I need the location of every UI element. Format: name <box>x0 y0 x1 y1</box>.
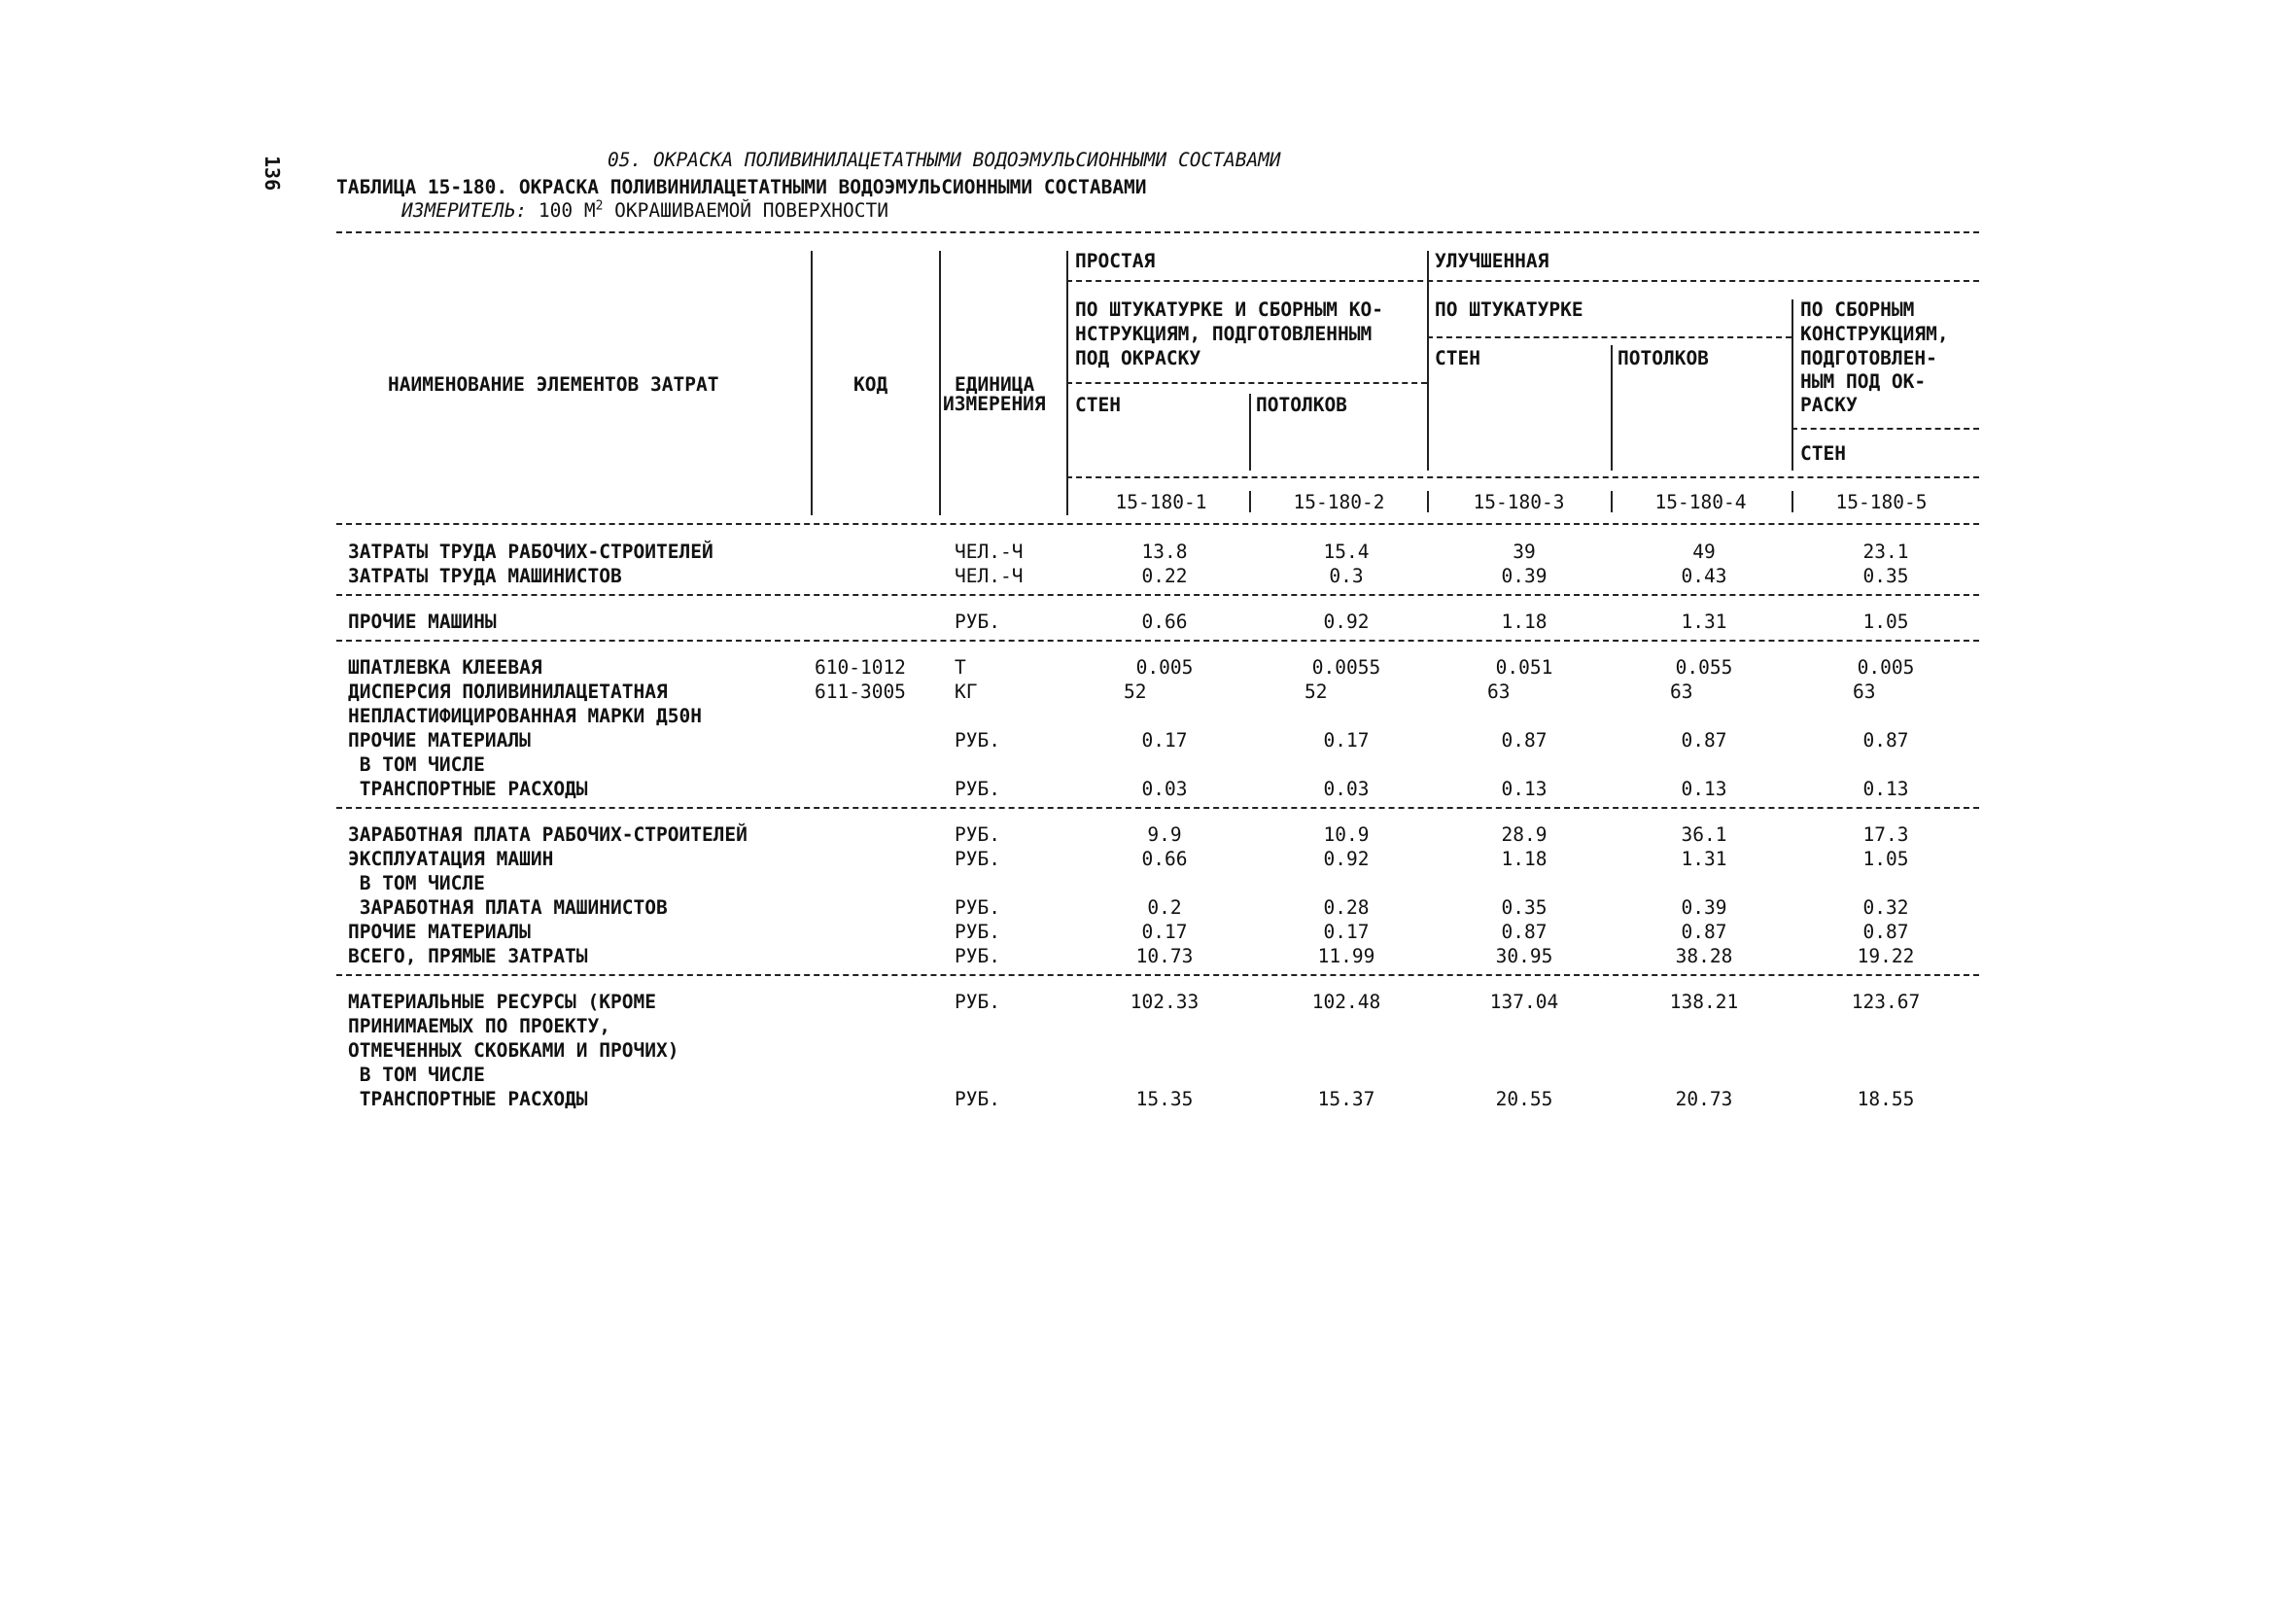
header-prefab-3: ПОДГОТОВЛЕН- <box>1800 347 1937 369</box>
row-value: 0.22 <box>1141 565 1188 587</box>
table-title: ТАБЛИЦА 15-180. ОКРАСКА ПОЛИВИНИЛАЦЕТАТНЫМИ ВОДОЭМУЛЬСИОННЫМИ СОСТАВАМИ <box>336 176 1147 198</box>
row-value: 0.87 <box>1681 921 1727 943</box>
row-value: 0.87 <box>1501 729 1548 752</box>
row-unit: КГ <box>955 681 978 703</box>
header-prefab-2: КОНСТРУКЦИЯМ, <box>1800 323 1949 345</box>
header-simple-sub-2: НСТРУКЦИЯМ, ПОДГОТОВЛЕННЫМ <box>1075 323 1373 345</box>
measure-sup: 2 <box>595 198 604 214</box>
row-value: 0.17 <box>1141 729 1188 752</box>
header-rule-4 <box>1792 428 1979 430</box>
row-name: ПРОЧИЕ МАТЕРИАЛЫ <box>348 729 531 752</box>
row-unit: РУБ. <box>955 848 1000 870</box>
row-value: 52 <box>1124 681 1147 703</box>
row-value: 0.87 <box>1862 921 1909 943</box>
code-sep-2 <box>1427 491 1429 512</box>
row-value: 23.1 <box>1862 541 1909 563</box>
row-value: 39 <box>1513 541 1536 563</box>
row-value: 63 <box>1487 681 1511 703</box>
row-value: 13.8 <box>1141 541 1188 563</box>
code-col-1: 15-180-1 <box>1115 491 1207 513</box>
row-value: 138.21 <box>1669 991 1739 1013</box>
row-code: 610-1012 <box>815 656 906 679</box>
header-prefab-1: ПО СБОРНЫМ <box>1800 298 1915 321</box>
row-value: 0.0055 <box>1311 656 1381 679</box>
row-value: 0.92 <box>1323 611 1370 633</box>
row-value: 0.92 <box>1323 848 1370 870</box>
header-simple-walls: СТЕН <box>1075 394 1121 416</box>
row-name: НЕПЛАСТИФИЦИРОВАННАЯ МАРКИ Д50Н <box>348 705 702 727</box>
row-name: ШПАТЛЕВКА КЛЕЕВАЯ <box>348 656 542 679</box>
row-unit: РУБ. <box>955 921 1000 943</box>
row-code: 611-3005 <box>815 681 906 703</box>
header-top-rule <box>336 231 1979 233</box>
row-value: 18.55 <box>1857 1088 1915 1110</box>
row-value: 0.39 <box>1681 896 1727 919</box>
group-rule <box>336 640 1979 642</box>
header-rule-3 <box>1066 382 1427 384</box>
code-sep-3 <box>1611 491 1613 512</box>
col-divider-unit <box>939 251 941 515</box>
row-value: 102.48 <box>1311 991 1381 1013</box>
row-value: 1.05 <box>1862 848 1909 870</box>
row-value: 38.28 <box>1675 945 1733 967</box>
header-code: КОД <box>853 373 888 396</box>
row-name: ВСЕГО, ПРЯМЫЕ ЗАТРАТЫ <box>348 945 588 967</box>
header-improved: УЛУЧШЕННАЯ <box>1435 250 1549 272</box>
col-divider-code <box>811 251 813 515</box>
row-value: 15.37 <box>1317 1088 1375 1110</box>
row-value: 10.9 <box>1323 823 1370 846</box>
header-simple: ПРОСТАЯ <box>1075 250 1156 272</box>
row-value: 123.67 <box>1851 991 1921 1013</box>
header-rule-5 <box>1066 476 1979 478</box>
row-name: ПРОЧИЕ МАТЕРИАЛЫ <box>348 921 531 943</box>
row-name: ПРИНИМАЕМЫХ ПО ПРОЕКТУ, <box>348 1015 611 1037</box>
header-unit-2: ИЗМЕРЕНИЯ <box>943 393 1046 415</box>
header-simple-ceilings: ПОТОЛКОВ <box>1256 394 1347 416</box>
row-value: 0.43 <box>1681 565 1727 587</box>
code-col-2: 15-180-2 <box>1293 491 1385 513</box>
row-unit: Т <box>955 656 966 679</box>
group-rule <box>336 807 1979 809</box>
row-name: ПРОЧИЕ МАШИНЫ <box>348 611 497 633</box>
row-value: 0.35 <box>1862 565 1909 587</box>
col-divider-ceilings-2 <box>1611 345 1613 471</box>
row-value: 52 <box>1305 681 1328 703</box>
row-value: 1.31 <box>1681 611 1727 633</box>
row-value: 1.18 <box>1501 848 1548 870</box>
col-divider-improved <box>1427 251 1429 471</box>
col-divider-ceilings-1 <box>1249 394 1251 471</box>
row-value: 137.04 <box>1489 991 1559 1013</box>
row-value: 0.87 <box>1862 729 1909 752</box>
header-prefab-4: НЫМ ПОД ОК- <box>1800 370 1927 393</box>
row-value: 102.33 <box>1130 991 1200 1013</box>
row-unit: ЧЕЛ.-Ч <box>955 541 1024 563</box>
group-rule <box>336 523 1979 525</box>
row-value: 15.4 <box>1323 541 1370 563</box>
row-value: 0.17 <box>1323 921 1370 943</box>
row-unit: РУБ. <box>955 991 1000 1013</box>
row-name: ЭКСПЛУАТАЦИЯ МАШИН <box>348 848 554 870</box>
row-value: 0.66 <box>1141 848 1188 870</box>
header-improved-walls: СТЕН <box>1435 347 1480 369</box>
header-rule-1 <box>1066 280 1979 282</box>
section-title: 05. ОКРАСКА ПОЛИВИНИЛАЦЕТАТНЫМИ ВОДОЭМУЛЬСИОННЫМИ СОСТАВАМИ <box>608 149 1281 171</box>
row-value: 20.73 <box>1675 1088 1733 1110</box>
page-number: 136 <box>261 156 284 192</box>
header-simple-sub-1: ПО ШТУКАТУРКЕ И СБОРНЫМ КО- <box>1075 298 1383 321</box>
group-rule <box>336 594 1979 596</box>
header-rule-2 <box>1427 336 1792 338</box>
row-value: 0.87 <box>1501 921 1548 943</box>
row-unit: РУБ. <box>955 611 1000 633</box>
row-name: МАТЕРИАЛЬНЫЕ РЕСУРСЫ (КРОМЕ <box>348 991 656 1013</box>
row-unit: РУБ. <box>955 1088 1000 1110</box>
row-name: В ТОМ ЧИСЛЕ <box>348 1064 485 1086</box>
row-value: 36.1 <box>1681 823 1727 846</box>
row-value: 30.95 <box>1495 945 1553 967</box>
row-unit: РУБ. <box>955 823 1000 846</box>
row-value: 1.18 <box>1501 611 1548 633</box>
row-name: В ТОМ ЧИСЛЕ <box>348 872 485 894</box>
measure-rest: ОКРАШИВАЕМОЙ ПОВЕРХНОСТИ <box>614 199 888 222</box>
row-value: 15.35 <box>1135 1088 1194 1110</box>
header-prefab-5: РАСКУ <box>1800 394 1858 416</box>
row-name: ДИСПЕРСИЯ ПОЛИВИНИЛАЦЕТАТНАЯ <box>348 681 668 703</box>
row-name: ЗАТРАТЫ ТРУДА РАБОЧИХ-СТРОИТЕЛЕЙ <box>348 541 713 563</box>
row-value: 0.32 <box>1862 896 1909 919</box>
row-value: 0.39 <box>1501 565 1548 587</box>
row-value: 17.3 <box>1862 823 1909 846</box>
code-col-4: 15-180-4 <box>1654 491 1747 513</box>
row-unit: ЧЕЛ.-Ч <box>955 565 1024 587</box>
row-value: 63 <box>1853 681 1876 703</box>
row-value: 10.73 <box>1135 945 1194 967</box>
row-name: В ТОМ ЧИСЛЕ <box>348 753 485 776</box>
row-value: 0.17 <box>1141 921 1188 943</box>
row-value: 63 <box>1670 681 1693 703</box>
code-sep-1 <box>1249 491 1251 512</box>
row-value: 0.13 <box>1862 778 1909 800</box>
measure-line <box>401 198 888 223</box>
row-value: 0.13 <box>1501 778 1548 800</box>
col-divider-prefab <box>1792 299 1793 471</box>
code-sep-4 <box>1792 491 1793 512</box>
row-unit: РУБ. <box>955 778 1000 800</box>
row-value: 0.005 <box>1135 656 1194 679</box>
row-name: ЗАРАБОТНАЯ ПЛАТА РАБОЧИХ-СТРОИТЕЛЕЙ <box>348 823 748 846</box>
row-value: 0.005 <box>1857 656 1915 679</box>
row-value: 28.9 <box>1501 823 1548 846</box>
header-prefab-walls: СТЕН <box>1800 442 1846 465</box>
row-name: ТРАНСПОРТНЫЕ РАСХОДЫ <box>348 1088 588 1110</box>
row-value: 0.87 <box>1681 729 1727 752</box>
row-value: 20.55 <box>1495 1088 1553 1110</box>
row-value: 0.17 <box>1323 729 1370 752</box>
row-value: 0.28 <box>1323 896 1370 919</box>
measure-prefix: ИЗМЕРИТЕЛЬ: <box>401 199 528 222</box>
group-rule <box>336 974 1979 976</box>
row-name: ЗАТРАТЫ ТРУДА МАШИНИСТОВ <box>348 565 622 587</box>
row-name: ТРАНСПОРТНЫЕ РАСХОДЫ <box>348 778 588 800</box>
row-value: 0.03 <box>1323 778 1370 800</box>
row-value: 49 <box>1692 541 1716 563</box>
row-value: 0.35 <box>1501 896 1548 919</box>
row-value: 0.13 <box>1681 778 1727 800</box>
row-value: 0.2 <box>1147 896 1182 919</box>
row-value: 0.3 <box>1329 565 1364 587</box>
row-value: 19.22 <box>1857 945 1915 967</box>
header-improved-plaster: ПО ШТУКАТУРКЕ <box>1435 298 1583 321</box>
header-name: НАИМЕНОВАНИЕ ЭЛЕМЕНТОВ ЗАТРАТ <box>388 373 719 396</box>
row-value: 9.9 <box>1147 823 1182 846</box>
header-improved-ceilings: ПОТОЛКОВ <box>1618 347 1709 369</box>
row-name: ЗАРАБОТНАЯ ПЛАТА МАШИНИСТОВ <box>348 896 668 919</box>
row-name: ОТМЕЧЕННЫХ СКОБКАМИ И ПРОЧИХ) <box>348 1039 679 1062</box>
row-unit: РУБ. <box>955 896 1000 919</box>
header-simple-sub-3: ПОД ОКРАСКУ <box>1075 347 1201 369</box>
row-value: 0.03 <box>1141 778 1188 800</box>
measure-value: 100 М <box>538 199 596 222</box>
row-value: 11.99 <box>1317 945 1375 967</box>
row-value: 1.31 <box>1681 848 1727 870</box>
row-value: 0.055 <box>1675 656 1733 679</box>
header-unit-1: ЕДИНИЦА <box>955 373 1035 396</box>
row-unit: РУБ. <box>955 945 1000 967</box>
row-value: 0.66 <box>1141 611 1188 633</box>
code-col-5: 15-180-5 <box>1835 491 1928 513</box>
code-col-3: 15-180-3 <box>1473 491 1565 513</box>
row-value: 1.05 <box>1862 611 1909 633</box>
row-unit: РУБ. <box>955 729 1000 752</box>
row-value: 0.051 <box>1495 656 1553 679</box>
